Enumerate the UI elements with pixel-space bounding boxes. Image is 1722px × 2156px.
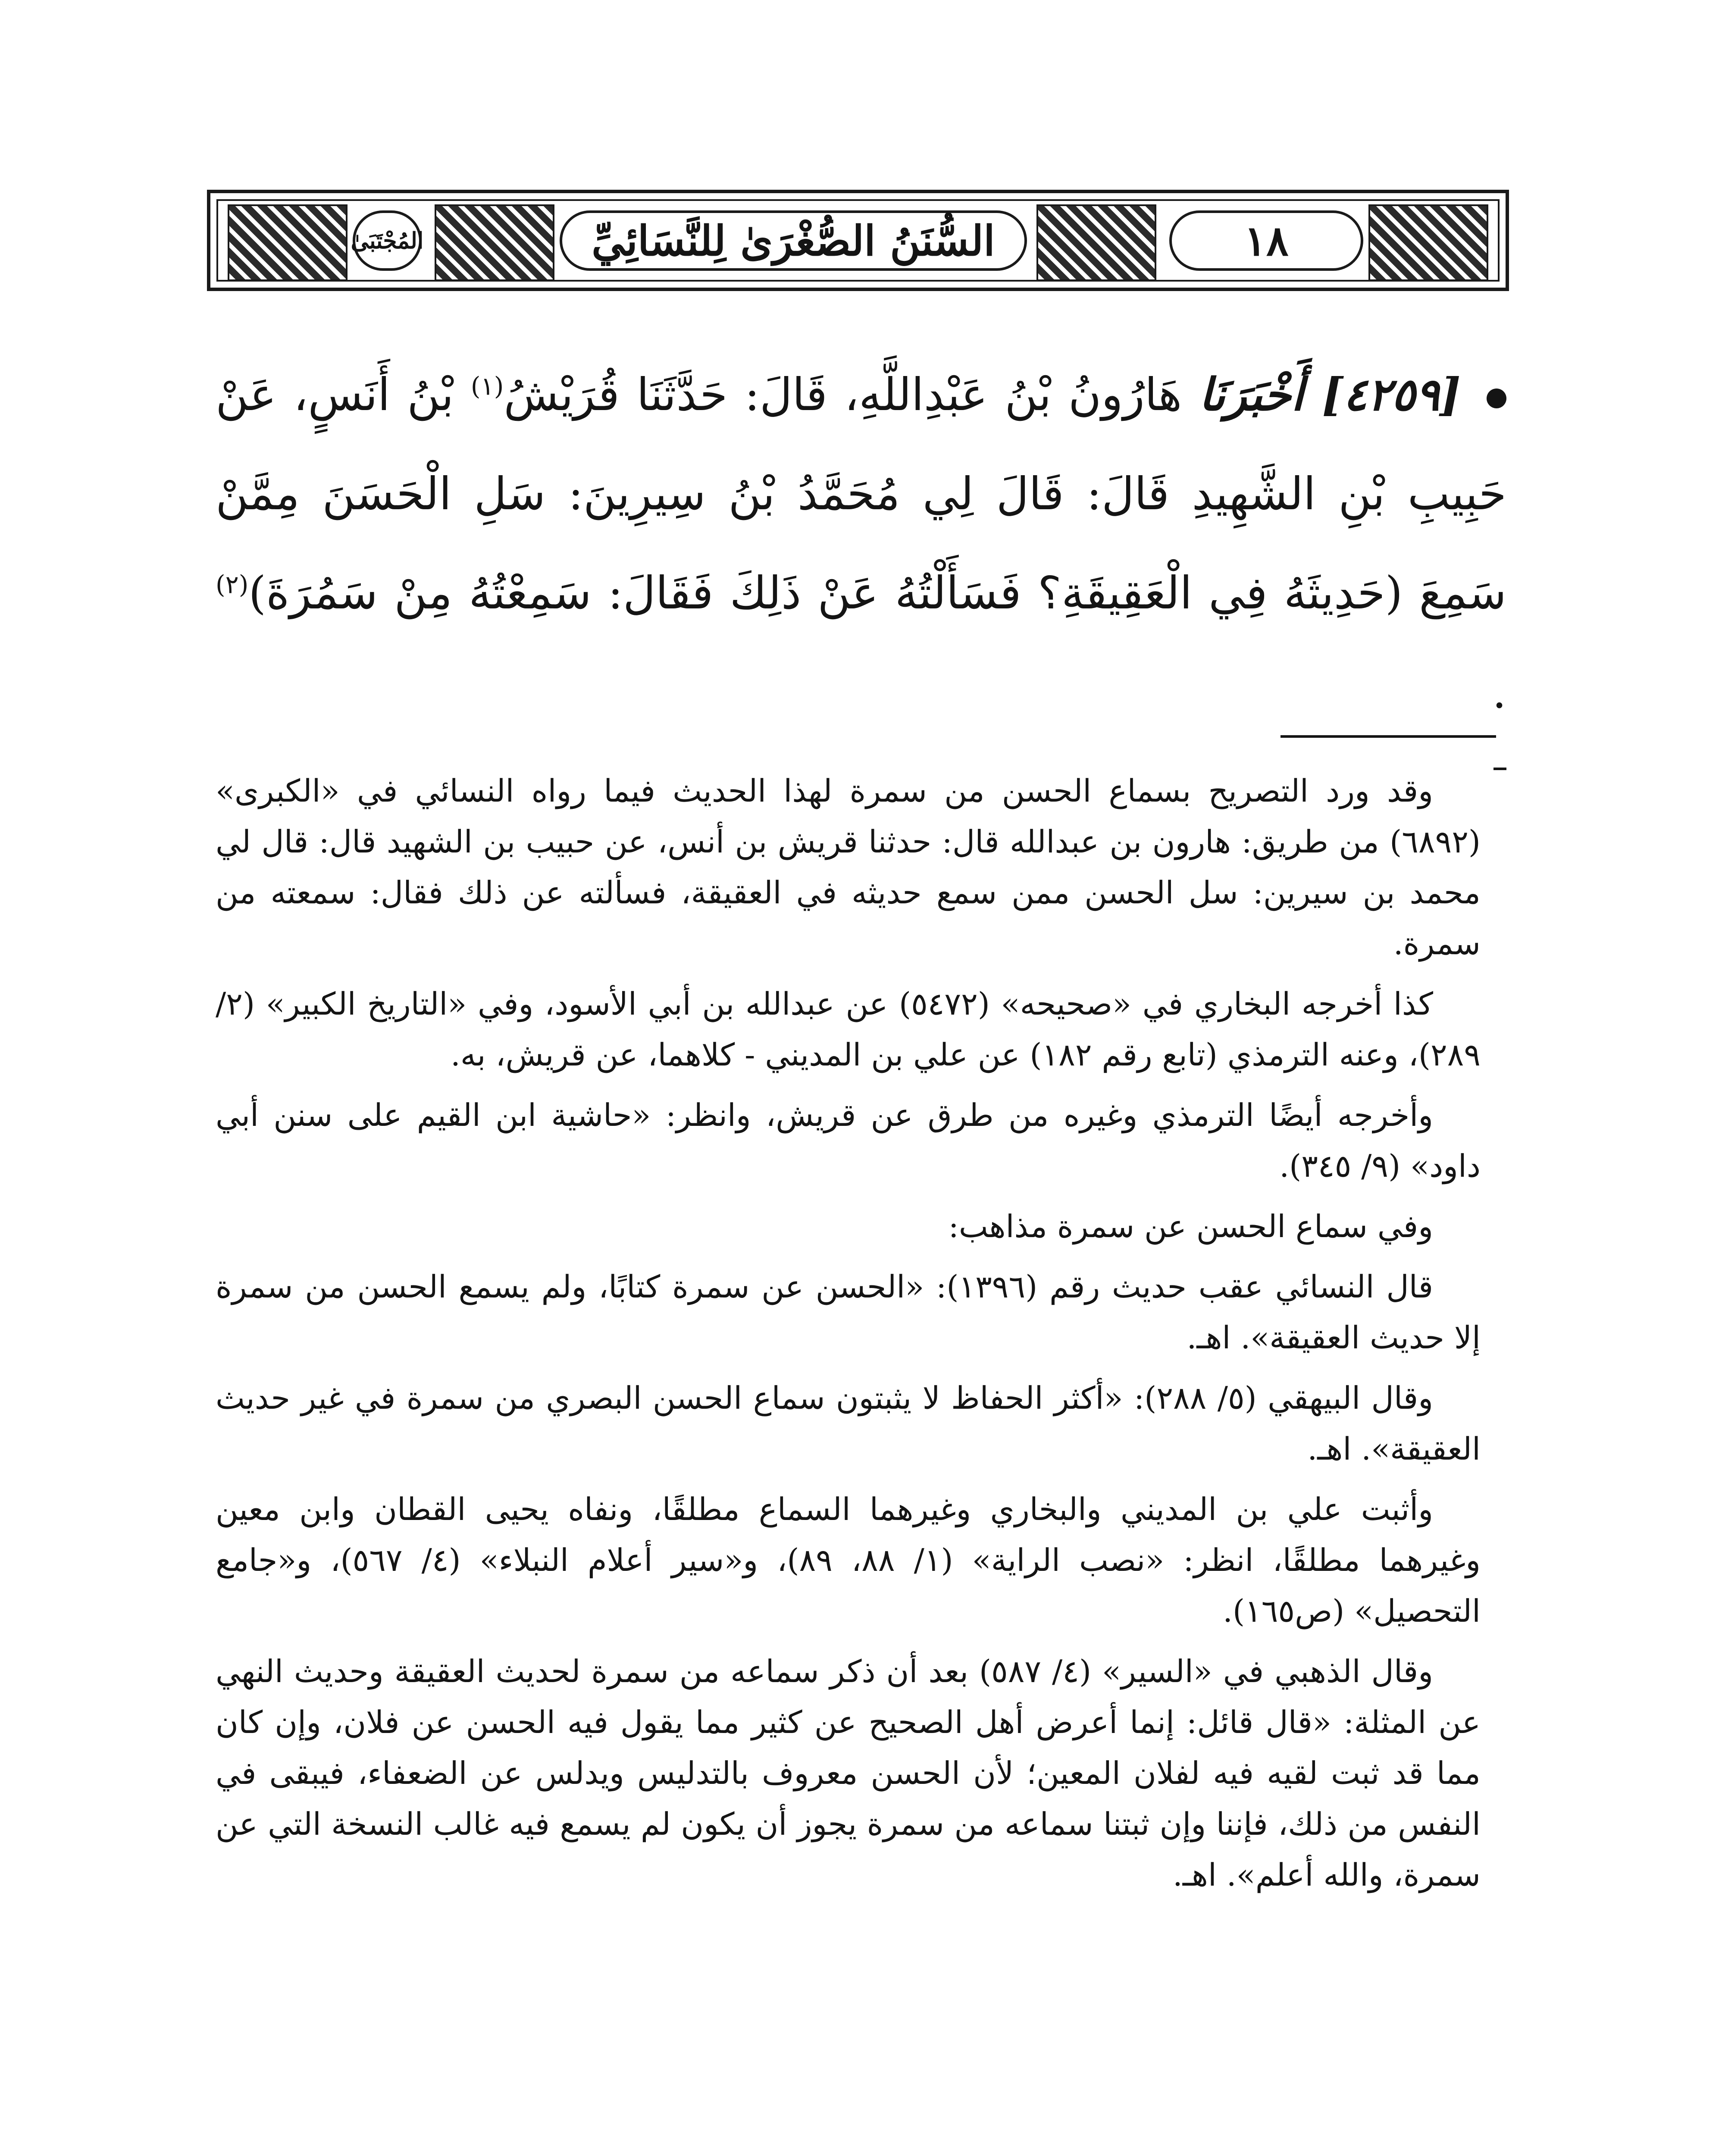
hadith-text-part2: بْنُ أَنَسٍ، عَنْ حَبِيبِ بْنِ الشَّهِيدِ قَالَ: قَالَ لِي مُحَمَّدُ بْنُ سِيرِينَ: سَلِ الْحَسَنَ مِمَّنْ سَمِعَ (حَدِيثَهُ فِي الْعَقِيقَةِ؟ فَسَأَلْتُهُ عَنْ ذَلِكَ فَقَالَ: سَمِعْتُهُ مِنْ سَمُرَةَ) <box>216 368 1506 619</box>
ornament-pattern-left <box>228 204 348 281</box>
footnote-ref-1: (١) <box>470 371 504 401</box>
page-header <box>207 190 1509 291</box>
note-paragraph: وفي سماع الحسن عن سمرة مذاهب: <box>948 1208 1433 1244</box>
footnote-ref-2: (٢) <box>216 570 249 599</box>
series-title: المُجْتَبَىٰ <box>353 210 422 271</box>
page-number: ١٨ <box>1169 210 1363 271</box>
ornament-pattern-left-inner <box>435 204 554 281</box>
ornament-pattern-right-inner <box>1036 204 1156 281</box>
commentary-notes <box>216 765 1481 1910</box>
note-paragraph: وقد ورد التصريح بسماع الحسن من سمرة لهذا الحديث فيما رواه النسائي في «الكبرى» (٦٨٩٢) من طريق: هارون بن عبدالله قال: حدثنا قريش بن أنس، عن حبيب بن الشهيد قال: قال لي محمد بن سيرين: سل الحسن ممن سمع حديثه في العقيقة، فسألته عن ذلك فقال: سمعته من سمرة. <box>216 773 1481 962</box>
bullet-icon <box>1487 389 1506 408</box>
note-paragraph: قال النسائي عقب حديث رقم (١٣٩٦): «الحسن عن سمرة كتابًا، ولم يسمع الحسن من سمرة إلا حديث العقيقة». اهـ. <box>216 1269 1481 1356</box>
note-paragraph: وقال البيهقي (٥/ ٢٨٨): «أكثر الحفاظ لا يثبتون سماع الحسن البصري من سمرة في غير حديث العقيقة». اهـ. <box>216 1380 1481 1467</box>
note-paragraph: وأثبت علي بن المديني والبخاري وغيرهما السماع مطلقًا، ونفاه يحيى القطان وابن معين وغيرهما مطلقًا، انظر: «نصب الراية» (١/ ٨٨، ٨٩)، و«سير أعلام النبلاء» (٤/ ٥٦٧)، و«جامع التحصيل» (ص١٦٥). <box>216 1491 1481 1629</box>
hadith-text-end: . <box>1492 666 1506 718</box>
hadith-number: [٤٢٥٩] أَخْبَرَنَا <box>1199 368 1461 421</box>
book-title: السُّنَنُ الصُّغْرَىٰ لِلنَّسَائِيِّ <box>560 210 1027 271</box>
ornament-pattern-right <box>1368 204 1488 281</box>
note-paragraph: وقال الذهبي في «السير» (٤/ ٥٨٧) بعد أن ذكر سماعه من سمرة لحديث العقيقة وحديث النهي عن المثلة: «قال قائل: إنما أعرض أهل الصحيح عن كثير مما يقول فيه الحسن عن فلان، وإن كان مما قد ثبت لقيه فيه لفلان المعين؛ لأن الحسن معروف بالتدليس ويدلس عن الضعفاء، فيبقى في النفس من ذلك، فإننا وإن ثبتنا سماعه من سمرة يجوز أن يكون لم يسمع فيه غالب النسخة التي عن سمرة، والله أعلم». اهـ. <box>216 1653 1481 1893</box>
note-paragraph: وأخرجه أيضًا الترمذي وغيره من طرق عن قريش، وانظر: «حاشية ابن القيم على سنن أبي داود» (٩/ ٣٤٥). <box>216 1097 1481 1184</box>
note-marker <box>1493 768 1506 770</box>
separator-line <box>1281 735 1496 738</box>
hadith-text-part1: هَارُونُ بْنُ عَبْدِاللَّهِ، قَالَ: حَدَّثَنَا قُرَيْشُ <box>504 368 1199 421</box>
note-paragraph: كذا أخرجه البخاري في «صحيحه» (٥٤٧٢) عن عبدالله بن أبي الأسود، وفي «التاريخ الكبير» (٢/ ٢٨٩)، وعنه الترمذي (تابع رقم ١٨٢) عن علي بن المديني - كلاهما، عن قريش، به. <box>216 986 1481 1073</box>
hadith-text <box>216 345 1506 742</box>
